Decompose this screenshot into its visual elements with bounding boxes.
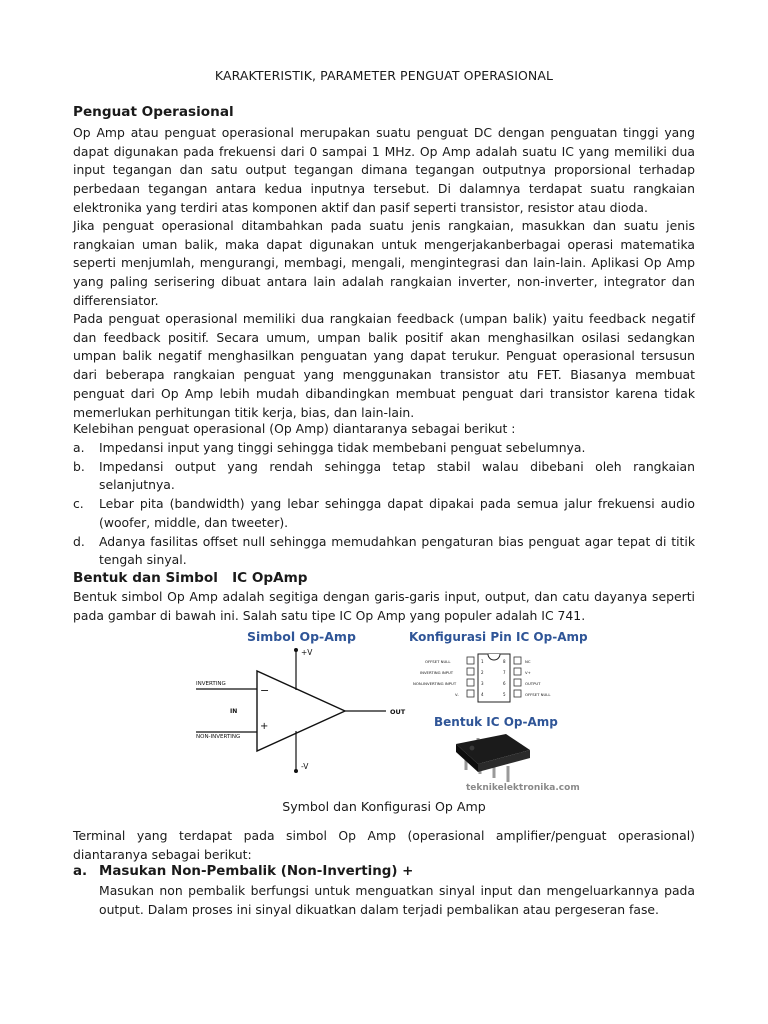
minus-sign: − xyxy=(260,684,270,697)
pin-label-right: V+ xyxy=(525,670,531,675)
pin-label-right: NC xyxy=(525,659,531,664)
paragraph-advantages-intro: Kelebihan penguat operasional (Op Amp) diantaranya sebagai berikut : xyxy=(73,421,516,436)
paragraph-applications: Jika penguat operasional ditambahkan pada suatu jenis rangkaian, masukkan dan suatu jenis rangkaian uman balik, maka dapat digunakan untuk mengerjakanberbagai operasi matematika seperti menjumlah, mengurangi, membagi, mengali, mengintegrasi dan lain-lain. Aplikasi Op Amp yang paling serisering dibuat antara lain adalah rangkaian inverter, non-inverter, integrator dan differensiator. xyxy=(73,218,695,308)
pin-number: 7 xyxy=(503,670,506,675)
paragraph-feedback: Pada penguat operasional memiliki dua rangkaian feedback (umpan balik) yaitu feedback negatif dan feedback positif. Secara umum, umpan balik positif akan menghasilkan osilasi sedangkan umpan balik negatif menghasilkan penguatan yang dapat terukur. Penguat operasional tersusun dari beberapa rangkaian penguat yang menggunakan transistor atu FET. Biasanya membuat penguat dari Op Amp lebih mudah dibandingkan membuat penguat dari transistor karena tidak memerlukan perhitungan titik kerja, bias, dan lain-lain. xyxy=(73,311,695,420)
section-heading-penguat-operasional: Penguat Operasional xyxy=(73,104,234,120)
pin-1 xyxy=(467,657,474,664)
paragraph-symbol-intro: Bentuk simbol Op Amp adalah segitiga dengan garis-garis input, output, dan catu dayanya seperti pada gambar di bawah ini. Salah satu tipe IC Op Amp yang populer adalah IC 741. xyxy=(73,589,695,623)
symbol-title: Simbol Op-Amp xyxy=(247,629,356,644)
pin-label-left: OFFSET NULL xyxy=(425,659,451,664)
section-heading-text: Bentuk dan Simbol IC OpAmp xyxy=(73,570,308,586)
inverting-label: INVERTING xyxy=(196,681,226,687)
paragraph-non-inverting: Masukan non pembalik berfungsi untuk menguatkan sinyal input dan mengeluarkannya pada output. Dalam proses ini sinyal dikuatkan dalam terjadi pembalikan atau pergeseran fase. xyxy=(99,883,695,917)
list-item xyxy=(73,458,695,495)
subheading-non-inverting xyxy=(73,864,413,879)
ic-chip-photo xyxy=(456,734,530,782)
pin-number: 6 xyxy=(503,681,506,686)
list-marker: c. xyxy=(73,496,84,512)
left-pins xyxy=(413,657,484,697)
opamp-triangle xyxy=(257,671,345,751)
pin-label-left: V- xyxy=(455,692,459,697)
pin-label-left: NON-INVERTING INPUT xyxy=(413,681,457,686)
figure-caption: Symbol dan Konfigurasi Op Amp xyxy=(282,799,486,814)
pin-number: 5 xyxy=(503,692,506,697)
opamp-figure-svg xyxy=(0,626,768,796)
vminus-label: -V xyxy=(301,762,309,771)
list-text: Adanya fasilitas offset null sehingga memudahkan pengaturan bias penguat agar tepat di titik tengah sinyal. xyxy=(99,533,695,568)
out-label: OUT xyxy=(390,708,406,716)
pin-4 xyxy=(467,690,474,697)
pin-number: 1 xyxy=(481,659,484,664)
sub-marker: a. xyxy=(73,864,88,879)
opamp-figure xyxy=(0,626,768,796)
paragraph-intro: Op Amp atau penguat operasional merupakan suatu penguat DC dengan penguatan tinggi yang dapat digunakan pada frekuensi dari 0 sampai 1 MHz. Op Amp adalah suatu IC yang memiliki dua input tegangan dan satu output tegangan dimana tegangan outputnya proporsional terhadap perbedaan tegangan antara kedua inputnya tersebut. Di dalamnya terdapat suatu rangkaian elektronika yang terdiri atas komponen aktif dan pasif seperti transistor, resistor atau dioda. xyxy=(73,125,695,215)
list-text: Impedansi input yang tinggi sehingga tidak membebani penguat sebelumnya. xyxy=(99,440,586,455)
list-item xyxy=(73,439,695,458)
pin-config-title: Konfigurasi Pin IC Op-Amp xyxy=(409,630,588,644)
noninverting-label: NON-INVERTING xyxy=(196,734,241,740)
section-heading-bentuk-simbol xyxy=(73,570,308,586)
pin-label-left: INVERTING INPUT xyxy=(420,670,454,675)
pin-8 xyxy=(514,657,521,664)
pin-label-right: OUTPUT xyxy=(525,681,541,686)
list-marker: a. xyxy=(73,440,85,455)
ic-shape-title: Bentuk IC Op-Amp xyxy=(434,715,558,729)
pin-number: 2 xyxy=(481,670,484,675)
list-marker: b. xyxy=(73,458,85,474)
vplus-label: +V xyxy=(301,648,313,657)
ic-pin1-dot xyxy=(470,746,475,751)
in-label: IN xyxy=(230,708,238,715)
pin-7 xyxy=(514,668,521,675)
sub-title: Masukan Non-Pembalik (Non-Inverting) + xyxy=(99,864,414,879)
pin-3 xyxy=(467,679,474,686)
pin-number: 8 xyxy=(503,659,506,664)
vplus-dot xyxy=(294,648,298,652)
plus-sign: + xyxy=(260,721,269,732)
watermark: teknikelektronika.com xyxy=(466,783,580,793)
paragraph-terminal-intro: Terminal yang terdapat pada simbol Op Amp (operasional amplifier/penguat operasional) diantaranya sebagai berikut: xyxy=(73,828,695,862)
list-item xyxy=(73,495,695,532)
list-marker: d. xyxy=(73,533,85,549)
pin-6 xyxy=(514,679,521,686)
pin-5 xyxy=(514,690,521,697)
list-item xyxy=(73,533,695,570)
advantages-list xyxy=(73,439,695,570)
vminus-dot xyxy=(294,769,298,773)
list-text: Impedansi output yang rendah sehingga tetap stabil walau dibebani oleh rangkaian selanjutnya. xyxy=(99,458,695,493)
pin-number: 4 xyxy=(481,692,484,697)
page-title: KARAKTERISTIK, PARAMETER PENGUAT OPERASIONAL xyxy=(214,68,554,83)
pin-label-right: OFFSET NULL xyxy=(525,692,551,697)
pin-number: 3 xyxy=(481,681,484,686)
list-text: Lebar pita (bandwidth) yang lebar sehingga dapat dipakai pada semua jalur frekuensi audio (woofer, middle, dan tweeter). xyxy=(99,496,695,530)
pin-2 xyxy=(467,668,474,675)
